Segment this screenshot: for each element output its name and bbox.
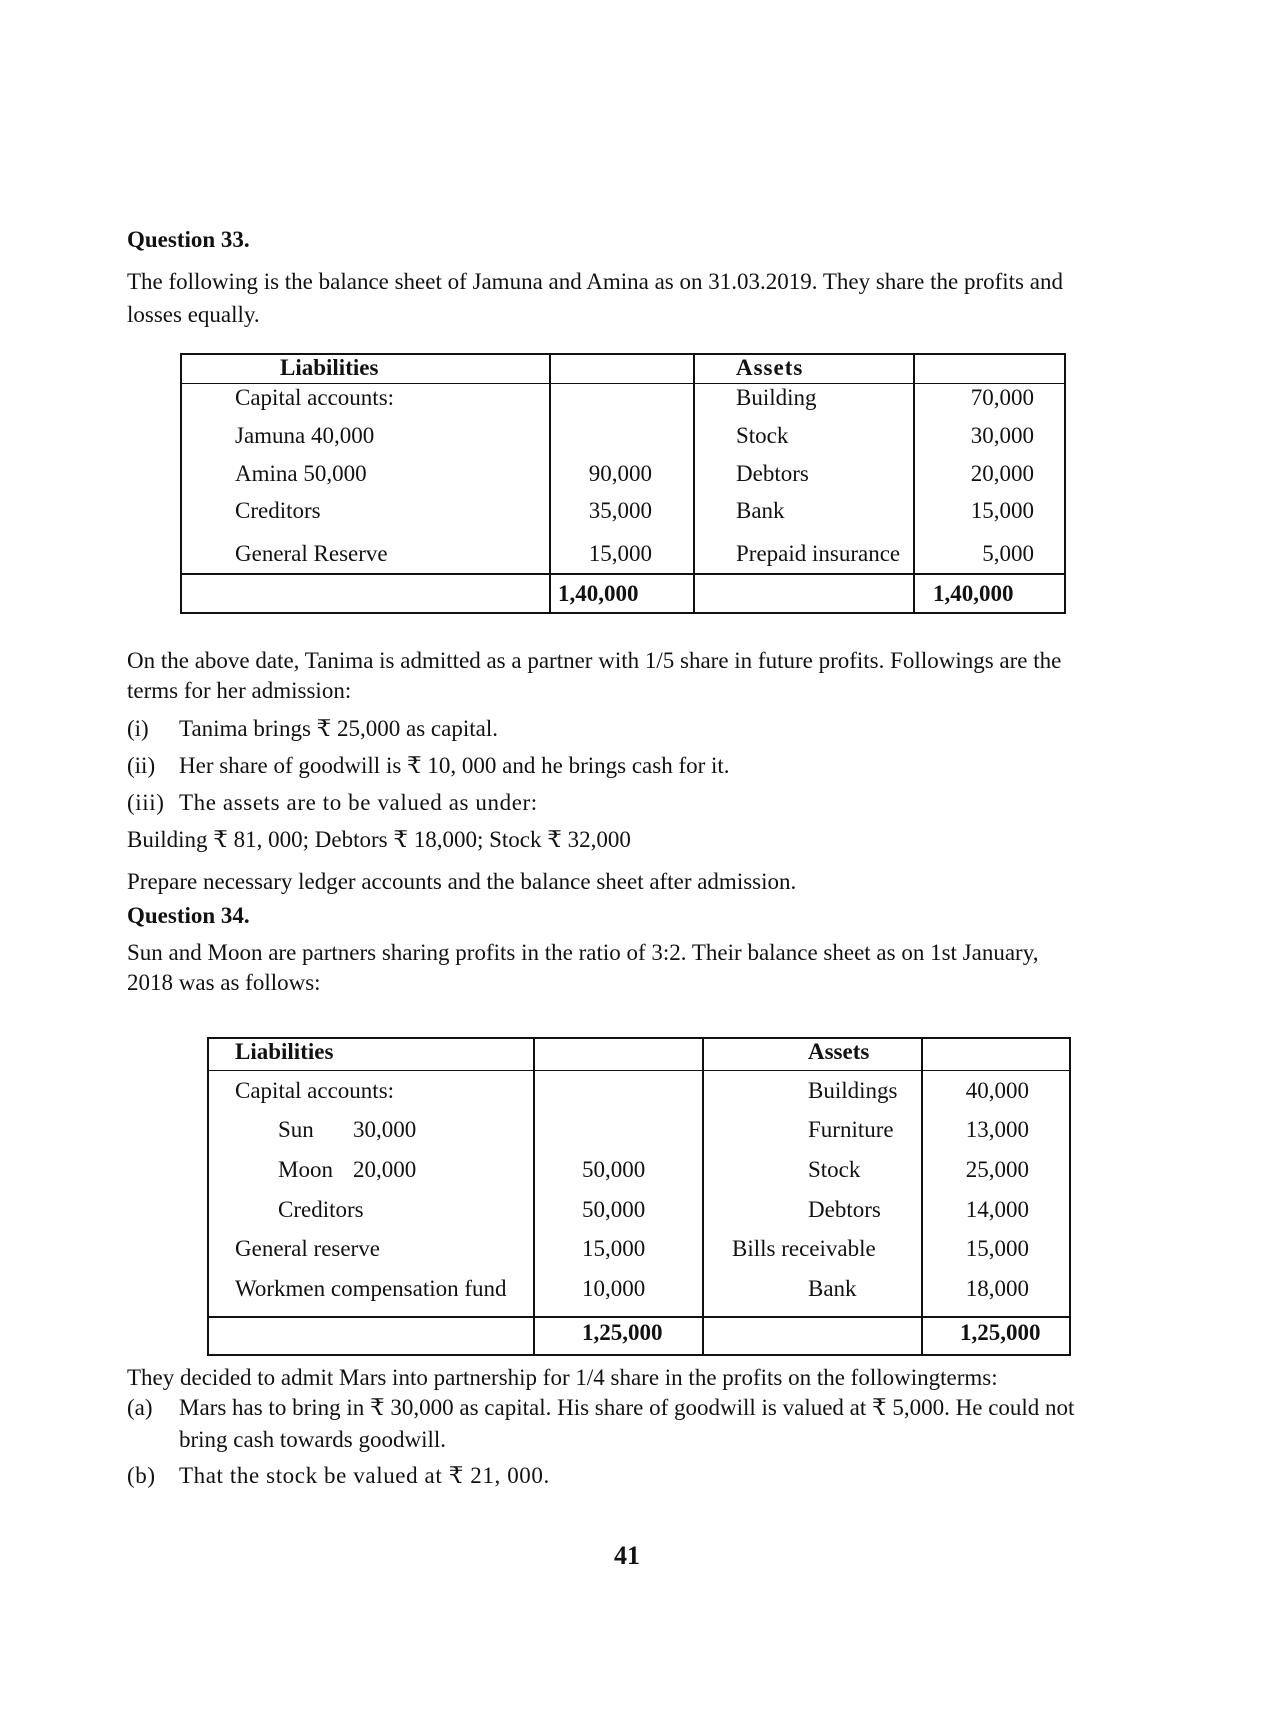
liability-amount: 50,000: [582, 1197, 646, 1222]
asset-amount: 30,000: [970, 423, 1034, 448]
term-item: [127, 753, 730, 779]
term-number: (iii): [127, 790, 165, 815]
term-item: [127, 1463, 550, 1489]
question-33-intro-line-2: losses equally.: [127, 302, 260, 327]
liability-label: Creditors: [235, 498, 321, 523]
asset-amount: 13,000: [965, 1117, 1029, 1142]
table-border: [1064, 353, 1066, 614]
admission-line-2: terms for her admission:: [127, 678, 352, 703]
term-text: Tanima brings ₹ 25,000 as capital.: [179, 716, 498, 741]
table-rule: [533, 1037, 535, 1356]
term-text: Her share of goodwill is ₹ 10, 000 and he brings cash for it.: [179, 753, 730, 778]
asset-label: Furniture: [808, 1117, 894, 1142]
asset-label: Building: [736, 385, 817, 410]
asset-amount: 70,000: [970, 385, 1034, 410]
table-rule: [921, 1037, 923, 1356]
liability-amount: 10,000: [582, 1276, 646, 1301]
liability-amount: 15,000: [588, 541, 652, 566]
table-rule: [913, 353, 915, 614]
term-text: The assets are to be valued as under:: [179, 790, 538, 815]
term-text-continuation: bring cash towards goodwill.: [179, 1427, 447, 1452]
total-assets: 1,40,000: [933, 581, 1014, 606]
liability-label: Sun: [278, 1117, 314, 1142]
term-number: (i): [127, 716, 149, 741]
liability-label: General reserve: [235, 1236, 380, 1261]
table-border: [1069, 1037, 1071, 1356]
liability-label: Capital accounts:: [235, 1078, 395, 1103]
asset-label: Prepaid insurance: [736, 541, 901, 566]
table-border: [207, 1354, 1071, 1356]
header-liabilities: Liabilities: [280, 355, 379, 380]
asset-amount: 15,000: [970, 498, 1034, 523]
question-33-title: Question 33.: [127, 227, 250, 252]
asset-label: Bank: [808, 1276, 857, 1301]
terms-intro: They decided to admit Mars into partnership for 1/4 share in the profits on the followingterms:: [127, 1365, 998, 1390]
liability-label: Capital accounts:: [235, 385, 395, 410]
term-item: [127, 790, 538, 816]
liability-label: Creditors: [278, 1197, 364, 1222]
asset-label: Debtors: [736, 461, 809, 486]
term-item: [127, 716, 498, 742]
asset-amount: 14,000: [965, 1197, 1029, 1222]
table-rule: [207, 1070, 1071, 1071]
asset-label: Debtors: [808, 1197, 881, 1222]
table-border: [207, 1037, 1071, 1039]
table-border: [180, 353, 182, 614]
total-liabilities: 1,25,000: [582, 1320, 663, 1345]
asset-amount: 5,000: [982, 541, 1034, 566]
asset-amount: 18,000: [965, 1276, 1029, 1301]
admission-line-1: On the above date, Tanima is admitted as a partner with 1/5 share in future profits. Followings are the: [127, 648, 1062, 673]
asset-amount: 25,000: [965, 1157, 1029, 1182]
liability-label: Jamuna 40,000: [235, 423, 375, 448]
asset-amount: 15,000: [965, 1236, 1029, 1261]
table-rule: [702, 1037, 704, 1356]
asset-amount: 20,000: [970, 461, 1034, 486]
liability-sub-amount: 30,000: [353, 1117, 417, 1142]
asset-label: Stock: [736, 423, 789, 448]
question-34-intro-line-1: Sun and Moon are partners sharing profits in the ratio of 3:2. Their balance sheet as on 1st January,: [127, 940, 1039, 965]
table-rule: [180, 573, 1066, 575]
table-rule: [180, 383, 1066, 384]
liability-label: Moon: [278, 1157, 333, 1182]
term-text: Mars has to bring in ₹ 30,000 as capital. His share of goodwill is valued at ₹ 5,000. He could not: [179, 1395, 1075, 1420]
liability-sub-amount: 20,000: [353, 1157, 417, 1182]
total-assets: 1,25,000: [960, 1320, 1041, 1345]
term-number: (b): [127, 1463, 156, 1488]
table-rule: [207, 1316, 1071, 1318]
question-33-intro-line-1: The following is the balance sheet of Jamuna and Amina as on 31.03.2019. They share the profits and: [127, 269, 1063, 294]
instruction-line: Prepare necessary ledger accounts and the balance sheet after admission.: [127, 869, 797, 894]
question-34-title: Question 34.: [127, 903, 250, 928]
table-border: [207, 1037, 209, 1356]
header-assets: Assets: [808, 1039, 870, 1064]
liability-amount: 90,000: [588, 461, 652, 486]
term-number: (ii): [127, 753, 156, 778]
table-rule: [693, 353, 695, 614]
liability-amount: 50,000: [582, 1157, 646, 1182]
page-number: 41: [614, 1541, 640, 1570]
liability-label: Workmen compensation fund: [235, 1276, 507, 1301]
asset-amount: 40,000: [965, 1078, 1029, 1103]
liability-amount: 35,000: [588, 498, 652, 523]
term-text: That the stock be valued at ₹ 21, 000.: [179, 1463, 550, 1488]
term-number: (a): [127, 1395, 153, 1420]
total-liabilities: 1,40,000: [558, 581, 639, 606]
liability-label: General Reserve: [235, 541, 388, 566]
table-border: [180, 612, 1066, 614]
asset-label: Bills receivable: [732, 1236, 876, 1261]
liability-label: Amina 50,000: [235, 461, 367, 486]
asset-label: Stock: [808, 1157, 861, 1182]
table-rule: [549, 353, 551, 614]
liability-amount: 15,000: [582, 1236, 646, 1261]
header-assets: Assets: [736, 355, 804, 380]
term-item: [127, 1395, 1074, 1421]
asset-label: Buildings: [808, 1078, 898, 1103]
header-liabilities: Liabilities: [235, 1039, 334, 1064]
question-34-intro-line-2: 2018 was as follows:: [127, 970, 321, 995]
valuation-line: Building ₹ 81, 000; Debtors ₹ 18,000; Stock ₹ 32,000: [127, 827, 631, 852]
asset-label: Bank: [736, 498, 785, 523]
